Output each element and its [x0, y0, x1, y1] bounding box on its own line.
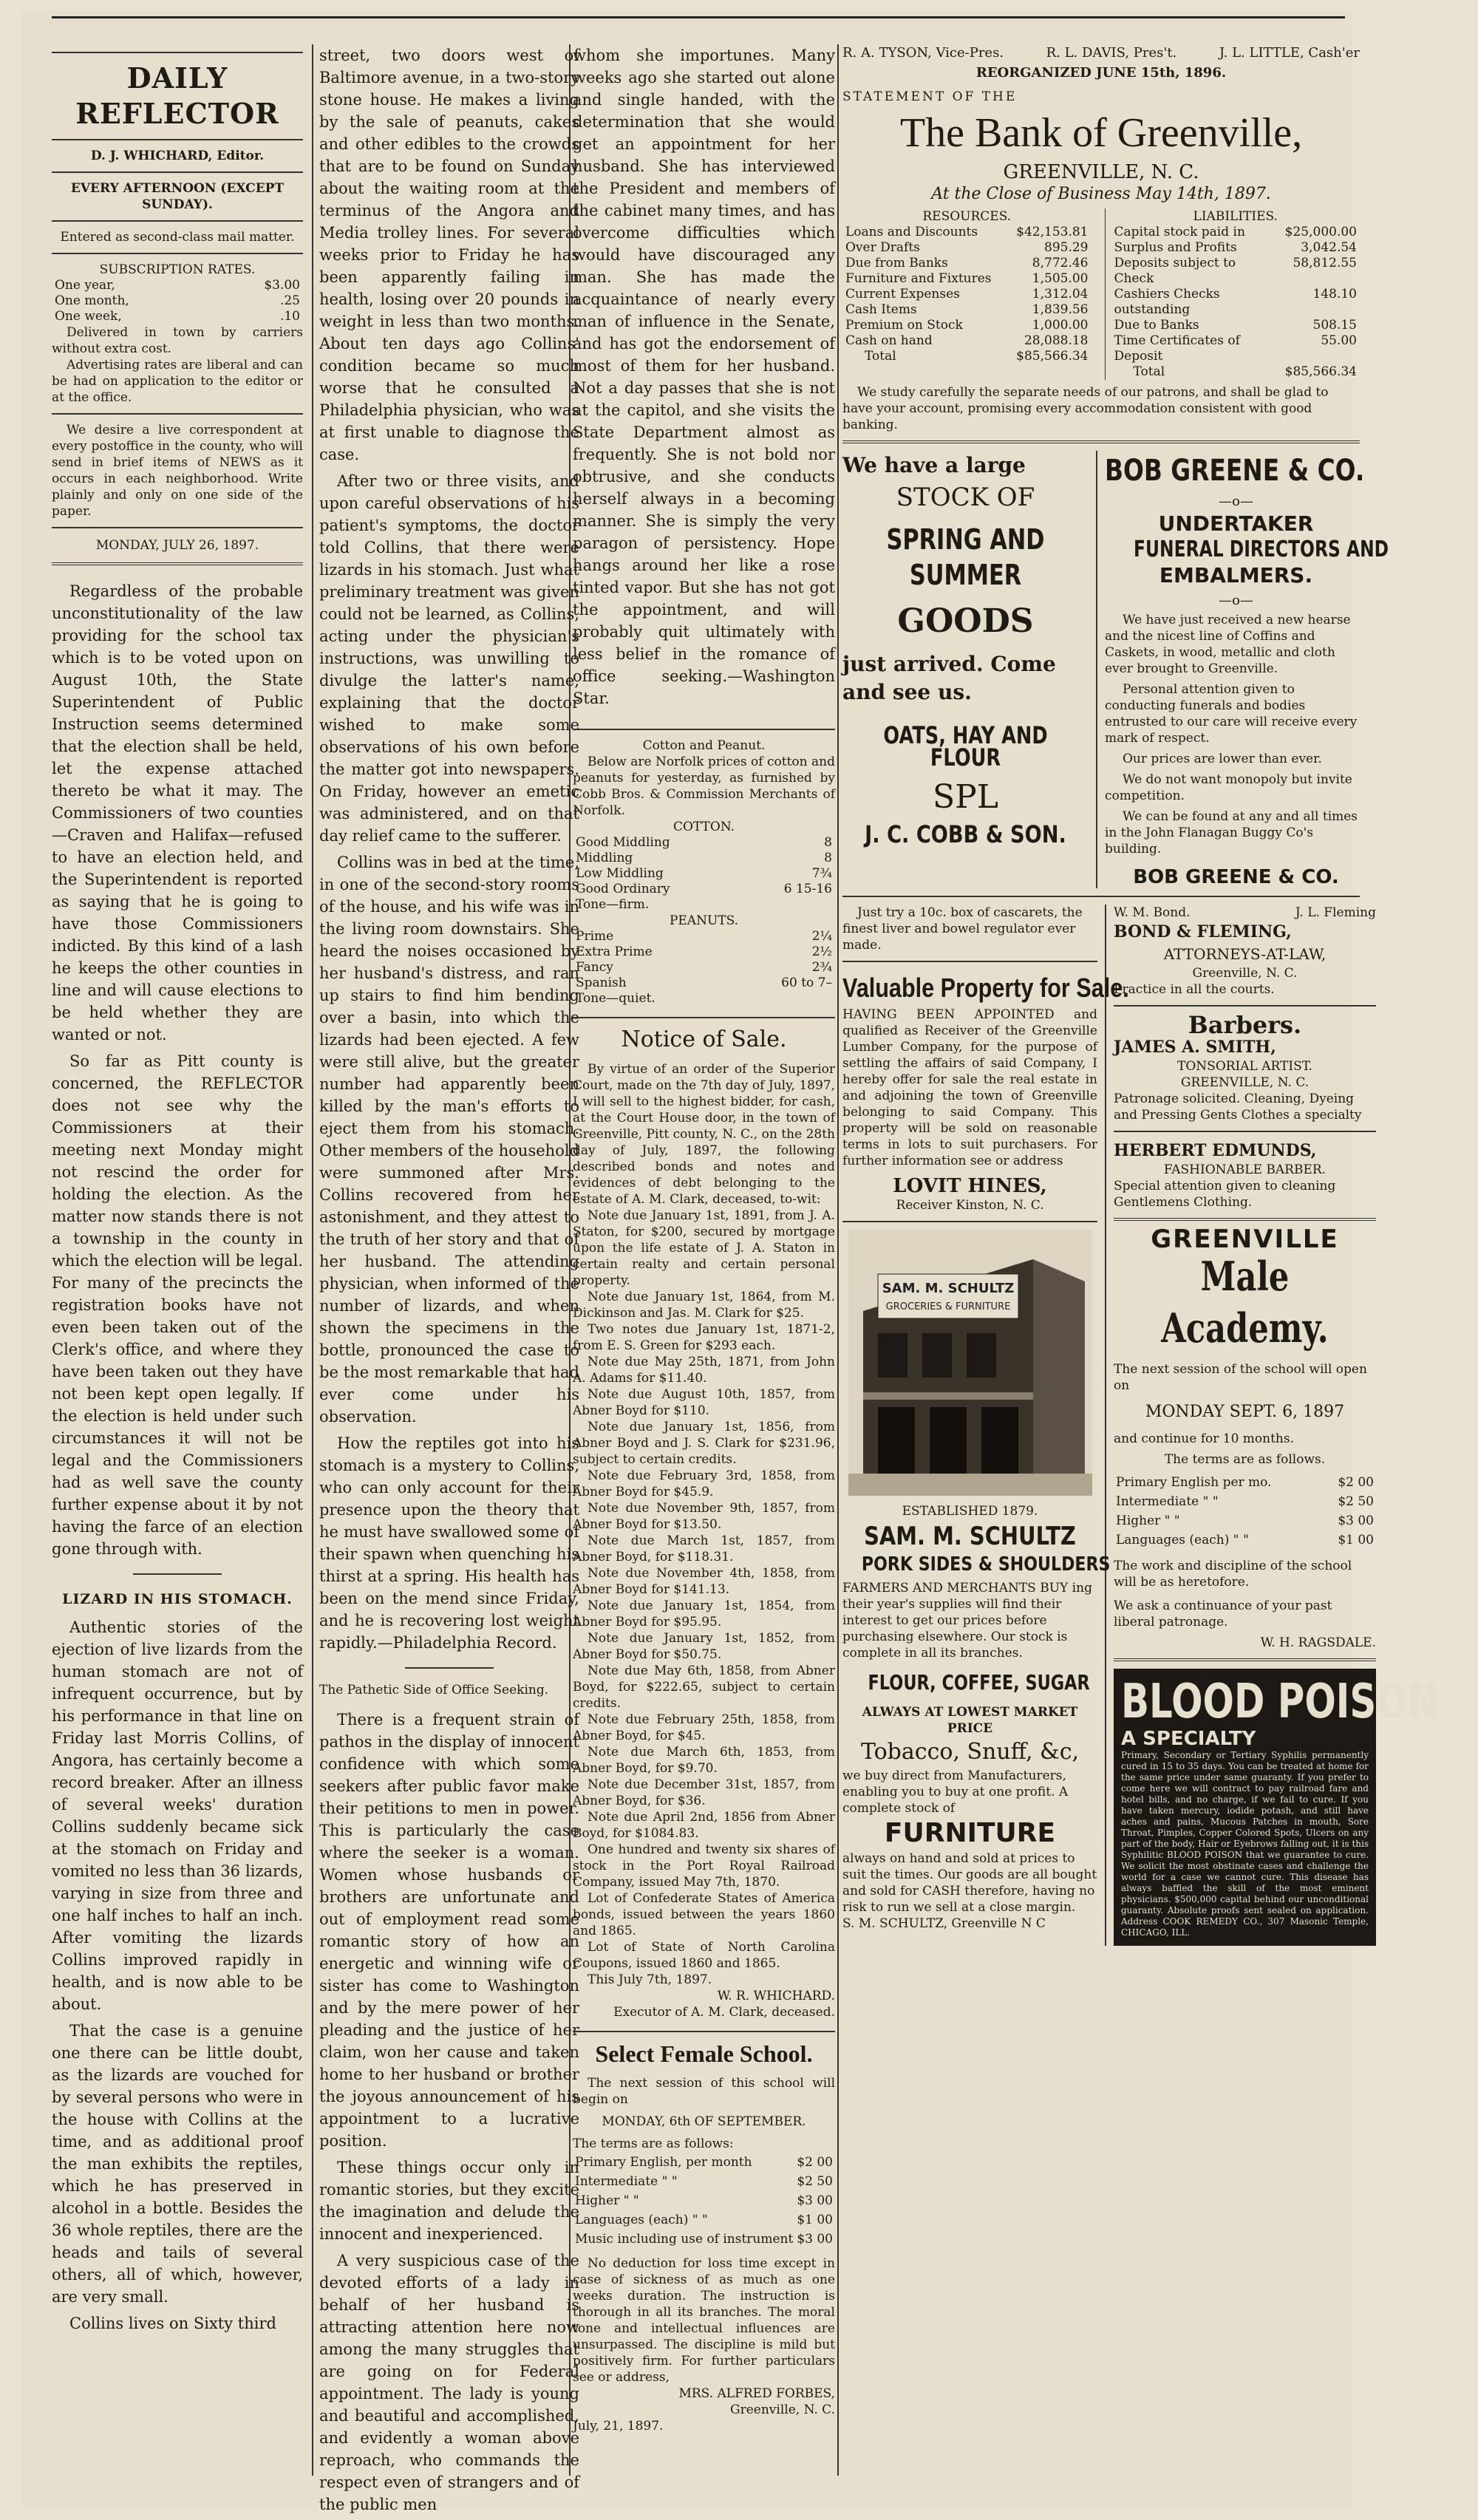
sale-signature: W. R. WHICHARD.	[717, 1989, 835, 2003]
pathetic-paragraph: A very suspicious case of the devoted efforts of a lady in behalf of her husband is attracting attention here now among the many struggles that are going on for Federal appointment. The lady is young and beautiful and accomplished, and evidently a woman above reproach, who commands the respect even of strangers and of the public men	[319, 2252, 579, 2513]
grade: Tone—firm.	[576, 897, 650, 912]
term-label: Higher " "	[575, 2193, 639, 2208]
smith-body: Patronage solicited. Cleaning, Dyeing and Pressing Gents Clothes a specialty	[1114, 1092, 1362, 1123]
divider	[52, 562, 303, 565]
advertising-note: Advertising rates are liberal and can be had on application to the editor or at the office.	[52, 358, 303, 405]
statement-row	[1111, 318, 1360, 333]
market-row	[573, 960, 835, 975]
academy-continue: and continue for 10 months.	[1114, 1431, 1295, 1446]
statement-row	[842, 271, 1092, 287]
statement-row	[1111, 225, 1360, 240]
term-row	[1115, 1493, 1375, 1511]
bank-close: At the Close of Business May 14th, 1897.	[931, 185, 1271, 203]
statement-value: 3,042.54	[1301, 240, 1357, 255]
divider	[573, 1017, 835, 1018]
term-row	[574, 2230, 834, 2248]
lizard-paragraph: Collins was in bed at the time, in one of the second-story rooms of the house, and his wife was in the living room downstairs. She heard the noises occasioned by her husband's distress, and ran up stairs to find him bending over a basin, into which the lizards had been ejected. A few were still alive, but the greater number had apparently been killed by the man's efforts to eject them from his stomach. Other members of the household were summoned after Mrs. Collins recovered from her astonishment, and they attest to the truth of her story and that of her husband. The attending physician, when informed of the number of lizards, and when shown the specimens in the bottle, pronounced the case to be the most remarkable that had ever come under his observation.	[319, 854, 579, 1426]
statement-label: Premium on Stock	[845, 318, 963, 333]
divider	[842, 440, 1360, 443]
rates-table	[52, 278, 303, 324]
statement-label: Cash on hand	[845, 333, 933, 348]
ornament-icon: —o—	[1219, 494, 1253, 509]
grade: Tone—quiet.	[576, 991, 655, 1006]
cotton-label: COTTON.	[672, 820, 735, 834]
lizard-paragraph: Authentic stories of the ejection of live lizards from the human stomach are not of infrequent occurrence, but by his performance in that line on Friday last Morris Collins, of Angora, has certainly become a record breaker. After an illness of several weeks' duration Collins suddenly became sick at the stomach on Friday and vomited no less than 36 lizards, varying in size from three and one half inches to half an inch. After vomiting the lizards Collins improved rapidly in health, and is now able to be about.	[52, 1618, 303, 2013]
law-firm: BOND & FLEMING,	[1114, 922, 1292, 941]
divider	[1114, 1218, 1376, 1221]
term-label: Higher " "	[1116, 1513, 1180, 1528]
lower-right-ads	[1106, 905, 1439, 1946]
column-2	[319, 44, 579, 2520]
sale-note: Note due February 3rd, 1858, from Abner Boyd for $45.9.	[573, 1468, 835, 1499]
schultz-body: FARMERS AND MERCHANTS BUY ing their year's supplies will find their interest to get our prices before purchasing elsewhere. Our stock is complete in all its branches.	[842, 1581, 1092, 1661]
property-body: HAVING BEEN APPOINTED and qualified as Receiver of the Greenville Lumber Company, for the purpose of settling the affairs of said Company, I hereby offer for sale the real estate in and adjoining the town of Greenville belonging to said Company. This property will be sold on reasonable terms in lots to suit purchasers. For further information see or address	[842, 1007, 1097, 1168]
divider	[52, 171, 303, 173]
greene-title: BOB GREENE & CO.	[1105, 454, 1365, 488]
statement-label: Due from Banks	[845, 256, 948, 270]
term-row	[574, 2211, 834, 2229]
market-row	[573, 882, 835, 897]
sale-note: Note due February 25th, 1858, from Abner Boyd, for $45.	[573, 1712, 835, 1743]
liabilities-label: LIABILITIES.	[1193, 209, 1278, 224]
cobb-line-7: SPL	[933, 778, 998, 816]
statement-label: Capital stock paid in	[1114, 225, 1245, 239]
cascarets-ad: Just try a 10c. box of cascarets, the finest liver and bowel regulator ever made.	[842, 905, 1083, 953]
bank-reorganized: REORGANIZED JUNE 15th, 1896.	[975, 65, 1227, 81]
cobb-line-4: GOODS	[897, 602, 1034, 640]
rate-row	[52, 278, 303, 293]
term-label: Languages (each) " "	[1116, 1533, 1249, 1547]
statement-label: Deposits subject to Check	[1114, 256, 1236, 286]
greene-sub-2: FUNERAL DIRECTORS AND	[1134, 537, 1389, 562]
term-price: $2 50	[797, 2174, 833, 2189]
property-signature: LOVIT HINES,	[893, 1175, 1047, 1197]
school-signature: MRS. ALFRED FORBES,	[678, 2386, 835, 2401]
price: 60 to 7–	[781, 975, 832, 990]
term-label: Primary English, per month	[575, 2155, 752, 2170]
sale-note: Lot of Confederate States of America bonds, issued between the years 1860 and 1865.	[573, 1891, 835, 1938]
market-row	[573, 975, 835, 991]
column-4	[842, 44, 1439, 1946]
sale-note: Note due November 4th, 1858, from Abner Boyd for $141.13.	[573, 1566, 835, 1597]
greene-signature: BOB GREENE & CO.	[1133, 866, 1339, 888]
pathetic-paragraph: whom she importunes. Many weeks ago she started out alone and single handed, with the determination that she would get an appointment for her husband. She has interviewed the President and members of the cabinet many times, and has overcome difficulties which would have discouraged any man. She has made the acquaintance of nearly every man of influence in the Senate, and has got the endorsement of most of them for her husband. Not a day passes that she is not at the capitol, and she visits the State Department almost as frequently. She is not bold nor obtrusive, and she conducts herself always in a becoming manner. She is simply the very paragon of persistency. Hope hangs around her like a rose tinted vapor. But she has not got the appointment, and will probably quit ultimately with less belief in the romance of office seeking.—Washington Star.	[573, 47, 835, 707]
sale-note: Note due May 25th, 1871, from John A. Adams for $11.40.	[573, 1355, 835, 1386]
blood-title: BLOOD POISON	[1121, 1675, 1439, 1729]
term-row	[574, 2153, 834, 2171]
price: 2½	[811, 944, 832, 959]
term-price: $3 00	[797, 2193, 833, 2208]
cobb-signature: J. C. COBB & SON.	[865, 820, 1066, 848]
blood-poison-ad	[1114, 1669, 1439, 1946]
statement-row	[1111, 333, 1360, 364]
greene-paragraph: We can be found at any and all times in the John Flanagan Buggy Co's building.	[1105, 809, 1358, 857]
property-title: Valuable Property for Sale.	[842, 973, 1129, 1003]
market-row	[573, 897, 835, 913]
pathetic-paragraph: These things occur only in romantic stories, but they excite the imagination and delude the innocent and inexperienced.	[319, 2159, 579, 2243]
bank-president: R. L. DAVIS, Pres't.	[1046, 45, 1177, 61]
divider	[52, 52, 303, 53]
market-row	[573, 851, 835, 866]
schultz-direct: we buy direct from Manufacturers, enabling you to buy at one profit. A complete stock of	[842, 1768, 1069, 1816]
term-row	[574, 2192, 834, 2210]
term-label: Primary English per mo.	[1116, 1475, 1272, 1490]
bank-ad	[842, 44, 1360, 433]
grade: Middling	[576, 851, 633, 865]
lizard-paragraph: Collins lives on Sixty third	[69, 2315, 276, 2332]
market-title: Cotton and Peanut.	[642, 738, 766, 753]
term-price: $3 00	[797, 2232, 833, 2247]
price	[743, 897, 835, 913]
ornament-icon: —o—	[1219, 593, 1253, 608]
sale-note: Note due March 1st, 1857, from Abner Boyd, for $118.31.	[573, 1533, 835, 1564]
resources-total-table	[842, 349, 1092, 364]
school-date-signed: July, 21, 1897.	[573, 2419, 664, 2434]
statement-row	[842, 333, 1092, 349]
term-price: $2 00	[1338, 1475, 1374, 1490]
academy-signature: W. H. RAGSDALE.	[1260, 1635, 1376, 1650]
masthead: DAILY REFLECTOR	[75, 61, 279, 130]
subscription-title: SUBSCRIPTION RATES.	[99, 262, 256, 277]
lizard-paragraph: After two or three visits, and upon careful observations of his patient's symptoms, the doctor told Collins, that there were lizards in his stomach. Just what preliminary treatment was given could not be learned, as Collins, acting under the physician's instructions, was unwilling to divulge the latter's name, explaining that the doctor wished to make some observations of his own before the matter got into newspapers. On Friday, however an emetic was administered, and on that day relief came to the sufferer.	[319, 472, 579, 845]
market-row	[573, 944, 835, 960]
law-partner-left: W. M. Bond.	[1114, 905, 1191, 920]
market-row	[573, 929, 835, 944]
bank-cashier: J. L. LITTLE, Cash'er	[1219, 45, 1360, 61]
school-place: Greenville, N. C.	[730, 2402, 835, 2417]
market-row	[573, 835, 835, 851]
sale-note: Note due May 6th, 1858, from Abner Boyd, for $222.65, subject to certain credits.	[573, 1663, 835, 1711]
academy-ask: We ask a continuance of your past liberal patronage.	[1114, 1598, 1332, 1630]
grade: Prime	[576, 929, 614, 944]
total-value: $85,566.34	[1016, 349, 1089, 364]
cotton-table	[573, 835, 835, 913]
peanut-table	[573, 929, 835, 1007]
statement-value: 1,839.56	[1032, 302, 1089, 317]
rate-row	[52, 293, 303, 309]
greene-paragraph: Personal attention given to conducting funerals and bodies entrusted to our care will receive every mark of respect.	[1105, 682, 1358, 746]
school-body: No deduction for loss time except in case of sickness of as much as one weeks duration. The instruction is thorough in all its branches. The moral tone and intellectual influences are unsurpassed. The discipline is mild but positively firm. For further particulars see or address,	[573, 2256, 835, 2385]
statement-row	[842, 287, 1092, 302]
smith-name: JAMES A. SMITH,	[1114, 1038, 1276, 1057]
statement-value: 28,088.18	[1024, 333, 1089, 348]
statement-value: 508.15	[1312, 318, 1357, 333]
divider	[1114, 1658, 1376, 1661]
greene-ad	[1097, 451, 1389, 888]
editor-line: D. J. WHICHARD, Editor.	[90, 149, 265, 163]
statement-value: 8,772.46	[1032, 256, 1089, 270]
schultz-flour: FLOUR, COFFEE, SUGAR	[868, 1670, 1090, 1695]
column-3	[573, 44, 835, 2434]
schultz-footer: always on hand and sold at prices to suit the times. Our goods are all bought and sold for CASH therefore, having no risk to run we sell at a close margin.	[842, 1851, 1097, 1915]
liabilities-total-table	[1111, 364, 1360, 380]
statement-row	[1111, 287, 1360, 318]
grade: Spanish	[576, 975, 627, 990]
sale-note: One hundred and twenty six shares of stock in the Port Royal Railroad Company, issued May 7th, 1870.	[573, 1842, 835, 1890]
bank-statement: STATEMENT OF THE	[842, 89, 1018, 104]
sale-note: This July 7th, 1897.	[588, 1972, 712, 1987]
statement-row	[842, 302, 1092, 318]
term-price: $3 00	[1338, 1513, 1374, 1528]
total-label: Total	[1133, 364, 1165, 379]
statement-value: 55.00	[1321, 333, 1357, 348]
statement-value: 895.29	[1044, 240, 1089, 255]
notes-list	[573, 1208, 835, 1988]
pathetic-paragraph: There is a frequent strain of pathos in the display of innocent confidence with which some seekers after public favor make their petitions to men in power. This is particularly the case where the seeker is a woman. Women whose husbands or brothers are unfortunate and out of employment read some romantic story of how an energetic and winning wife or sister has come to Washington and by the mere power of her pleading and the justice of her claim, won her cause and taken home to her husband or brother the joyous announcement of his appointment to a lucrative position.	[319, 1711, 579, 2150]
statement-row	[1111, 256, 1360, 287]
market-intro: Below are Norfolk prices of cotton and peanuts for yesterday, as furnished by Cobb Bros. & Commission Merchants of Norfolk.	[573, 755, 835, 818]
law-practice: Practice in all the courts.	[1114, 982, 1275, 997]
term-row	[574, 2173, 834, 2190]
cobb-line-3: SPRING AND SUMMER	[886, 523, 1045, 591]
resources-label: RESOURCES.	[922, 209, 1012, 224]
liabilities-table	[1111, 225, 1360, 364]
statement-value: 1,000.00	[1032, 318, 1089, 333]
school-terms-title: The terms are as follows:	[573, 2136, 734, 2151]
lizard-paragraph: That the case is a genuine one there can be little doubt, as the lizards are vouched for by several persons who were in the house with Collins at the time, and as additional proof the man exhibits the reptiles, which he has preserved in alcohol in a bottle. Besides the 36 whole reptiles, there are the heads and tails of several others, all of which, however, are very small.	[52, 2022, 303, 2306]
bank-place: GREENVILLE, N. C.	[1003, 161, 1199, 183]
statement-label: Current Expenses	[845, 287, 960, 302]
academy-terms	[1114, 1472, 1376, 1550]
statement-row	[842, 240, 1092, 256]
term-price: $2 50	[1338, 1494, 1374, 1509]
law-partner-right: J. L. Fleming	[1295, 905, 1376, 920]
divider	[842, 1221, 1097, 1222]
term-price: $2 00	[797, 2155, 833, 2170]
price	[730, 991, 835, 1007]
schultz-furniture: FURNITURE	[884, 1818, 1056, 1848]
sale-note: Two notes due January 1st, 1871-2, from E. S. Green for $293 each.	[573, 1322, 835, 1353]
sale-note: Note due December 31st, 1857, from Abner Boyd, for $36.	[573, 1777, 835, 1808]
divider	[573, 729, 835, 730]
mail-notice: Entered as second-class mail matter.	[60, 230, 295, 245]
cobb-line-1: We have a large	[842, 453, 1026, 477]
bank-vp: R. A. TYSON, Vice-Pres.	[842, 45, 1004, 61]
total-label: Total	[865, 349, 896, 364]
price: 6 15-16	[783, 882, 832, 896]
grade: Fancy	[576, 960, 613, 975]
statement-value: 148.10	[1312, 287, 1357, 302]
rate-price: .25	[279, 293, 300, 308]
lizard-paragraph: street, two doors west of Baltimore avenue, in a two-story stone house. He makes a living by the sale of peanuts, cakes and other edibles to the crowds that are to be found on Sunday about the waiting room at the terminus of the Angora and Media trolley lines. For several weeks prior to Friday he has been apparently failing in health, losing over 20 pounds in weight in less than two months. About ten days ago Collins' condition became so much worse that he consulted a Philadelphia physician, who was at first unable to diagnose the case.	[319, 47, 579, 463]
sale-executor: Executor of A. M. Clark, deceased.	[613, 2005, 835, 2020]
store-illustration	[848, 1230, 1092, 1496]
rate-row	[52, 309, 303, 324]
smith-place: GREENVILLE, N. C.	[1180, 1075, 1310, 1090]
academy-line-1: GREENVILLE	[1151, 1225, 1339, 1254]
statement-label: Time Certificates of Deposit	[1114, 333, 1240, 364]
total-row	[1111, 364, 1360, 380]
divider	[52, 253, 303, 254]
market-row	[573, 866, 835, 882]
statement-row	[842, 318, 1092, 333]
schultz-always: ALWAYS AT LOWEST MARKET PRICE	[862, 1705, 1078, 1736]
sale-note: Note due January 1st, 1864, from M. Dickinson and Jas. M. Clark for $25.	[573, 1290, 835, 1321]
sale-note: Note due January 1st, 1891, from J. A. Staton, for $200, secured by mortgage upon the life estate of J. A. Staton in certain realty and certain personal property.	[573, 1208, 835, 1288]
column-rule	[837, 44, 839, 2476]
statement-label: Cash Items	[845, 302, 917, 317]
grade: Low Middling	[576, 866, 664, 881]
lizard-headline: LIZARD IN HIS STOMACH.	[62, 1591, 293, 1607]
pathetic-headline: The Pathetic Side of Office Seeking.	[319, 1683, 549, 1697]
sale-note: Note due January 1st, 1856, from Abner Boyd and J. S. Clark for $231.96, subject to certain credits.	[573, 1420, 835, 1467]
term-label: Intermediate " "	[575, 2174, 678, 2189]
cobb-line-2: STOCK OF	[896, 483, 1035, 512]
store-sign-name: SAM. M. SCHULTZ	[882, 1281, 1014, 1296]
property-place: Receiver Kinston, N. C.	[896, 1198, 1044, 1213]
statement-label: Furniture and Fixtures	[845, 271, 992, 286]
bank-footer: We study carefully the separate needs of our patrons, and shall be glad to have your account, promising every accommodation consistent with good banking.	[842, 385, 1329, 432]
term-price: $1 00	[797, 2213, 833, 2227]
sale-note: Note due August 10th, 1857, from Abner Boyd for $110.	[573, 1387, 835, 1418]
statement-value: $42,153.81	[1016, 225, 1089, 239]
issue-date: MONDAY, JULY 26, 1897.	[95, 538, 259, 553]
term-row	[1115, 1531, 1375, 1549]
cobb-ad	[842, 451, 1097, 888]
total-value: $85,566.34	[1284, 364, 1357, 379]
rate-label: One month,	[55, 293, 129, 308]
divider	[1114, 1131, 1376, 1132]
editorial-paragraph: Regardless of the probable unconstitutionality of the law providing for the school tax which is to be voted upon on August 10th, the State Superintendent of Public Instruction seems determined that the election shall be held, let the expense attached thereto be what it may. The Commissioners of two counties—Craven and Halifax—refused to have an election held, and the Superintendent is reported as saying that he is going to have those Commissioners indicted. By this kind of a lash he keeps the other counties in line and will cause elections to be held whether they are wanted or not.	[52, 582, 303, 1043]
law-place: Greenville, N. C.	[1192, 966, 1298, 981]
rate-label: One week,	[55, 309, 122, 324]
market-row	[573, 991, 835, 1007]
smith-title: TONSORIAL ARTIST.	[1177, 1059, 1312, 1074]
edmunds-title: FASHIONABLE BARBER.	[1163, 1162, 1327, 1177]
total-row	[842, 349, 1092, 364]
academy-date: MONDAY SEPT. 6, 1897	[1145, 1403, 1345, 1421]
term-row	[1115, 1512, 1375, 1530]
schedule-line: EVERY AFTERNOON (EXCEPT SUNDAY).	[70, 181, 285, 212]
schultz-name: SAM. M. SCHULTZ	[864, 1522, 1076, 1551]
statement-row	[1111, 240, 1360, 256]
divider	[52, 413, 303, 415]
column-rule	[312, 44, 313, 2476]
sale-note: Note due January 1st, 1854, from Abner Boyd for $95.95.	[573, 1598, 835, 1630]
statement-label: Due to Banks	[1114, 318, 1199, 333]
grade: Extra Prime	[576, 944, 653, 959]
editorial-paragraph: So far as Pitt county is concerned, the REFLECTOR does not see why the Commissioners at their meeting next Monday might not rescind the order for holding the election. As the matter now stands there is not a township in the county in which the election will be legal. For many of the precincts the registration books have not even been taken out of the Clerk's office, and where they have been taken out they have not been kept open legally. If the election is held under such circumstances it will not be legal and the Commissioners had as well save the county further expense about it by not having the farce of an election gone through with.	[52, 1052, 303, 1558]
sale-note: Note due March 6th, 1853, from Abner Boyd, for $9.70.	[573, 1745, 835, 1776]
lizard-paragraph: How the reptiles got into his stomach is a mystery to Collins, who can only account for their presence upon the theory that he must have swallowed some of their spawn when quenching his thirst at a spring. His health has been on the mend since Friday, and he is recovering lost weight rapidly.—Philadelphia Record.	[319, 1434, 579, 1652]
blood-special: A SPECIALTY	[1121, 1728, 1256, 1750]
sale-title: Notice of Sale.	[621, 1026, 787, 1052]
divider	[52, 527, 303, 528]
statement-label: Cashiers Checks outstanding	[1114, 287, 1220, 317]
divider	[1114, 1005, 1376, 1007]
bank-name: The Bank of Greenville,	[899, 110, 1303, 156]
grade: Good Ordinary	[576, 882, 670, 896]
academy-line-2: Male Academy.	[1161, 1253, 1329, 1352]
cobb-line-6: OATS, HAY AND FLOUR	[883, 721, 1048, 772]
delivery-note: Delivered in town by carriers without extra cost.	[52, 325, 303, 356]
peanut-label: PEANUTS.	[669, 913, 739, 928]
cobb-line-5: just arrived. Come and see us.	[842, 652, 1056, 704]
school-date: MONDAY, 6th OF SEPTEMBER.	[602, 2114, 806, 2129]
term-price: $1 00	[1338, 1533, 1374, 1547]
rate-label: One year,	[55, 278, 115, 293]
column-1	[52, 44, 303, 2339]
price: 2¾	[811, 960, 832, 975]
store-sign-sub: GROCERIES & FURNITURE	[885, 1301, 1010, 1312]
school-intro: The next session of this school will begin on	[573, 2076, 835, 2107]
rate-price: $3.00	[264, 278, 300, 293]
divider	[405, 1667, 494, 1669]
rate-price: .10	[279, 309, 300, 324]
price: 2¼	[811, 929, 832, 944]
term-label: Intermediate " "	[1116, 1494, 1219, 1509]
statement-value: 1,505.00	[1032, 271, 1089, 286]
statement-row	[842, 225, 1092, 240]
blood-body: Primary, Secondary or Tertiary Syphilis permanently cured in 15 to 35 days. You can be treated at home for the same price under same guaranty. If you prefer to come here we will contract to pay railroad fare and hotel bills, and no charge, if we fail to cure. If you have taken mercury, iodide potash, and still have aches and pains, Mucous Patches in mouth, Sore Throat, Pimples, Copper Colored Spots, Ulcers on any part of the body, Hair or Eyebrows falling out, it is this Syphilitic BLOOD POISON that we guarantee to cure. We solicit the most obstinate cases and challenge the world for a case we cannot cure. This disease has always baffled the skill of the most eminent physicians. $500,000 capital behind our unconditional guaranty. Absolute proofs sent sealed on application. Address COOK REMEDY CO., 307 Masonic Temple, CHICAGO, ILL.	[1121, 1750, 1369, 1938]
greene-paragraph: We have just received a new hearse and the nicest line of Coffins and Caskets, in wood, metallic and cloth ever brought to Greenville.	[1105, 613, 1351, 676]
term-label: Music including use of instrument	[575, 2232, 794, 2247]
schultz-tobacco: Tobacco, Snuff, &c,	[860, 1739, 1080, 1765]
statement-row	[842, 256, 1092, 271]
sale-intro: By virtue of an order of the Superior Court, made on the 7th day of July, 1897, I will sell to the highest bidder, for cash, at the Court House door, in the town of Greenville, Pitt county, N. C., on the 28th day of July, 1897, the following described bonds and notes and evidences of debt belonging to the estate of A. M. Clark, deceased, to-wit:	[573, 1062, 835, 1207]
divider	[842, 896, 1360, 897]
divider	[842, 961, 1097, 962]
resources-table	[842, 225, 1092, 349]
sale-note: Note due November 9th, 1857, from Abner Boyd for $13.50.	[573, 1501, 835, 1532]
statement-value: 58,812.55	[1293, 256, 1357, 270]
term-label: Languages (each) " "	[575, 2213, 708, 2227]
school-title: Select Female School.	[595, 2040, 813, 2067]
statement-label: Over Drafts	[845, 240, 920, 255]
statement-value: $25,000.00	[1284, 225, 1357, 239]
top-rule	[52, 16, 1345, 18]
lower-left-ads	[842, 905, 1129, 1946]
divider	[573, 2031, 835, 2032]
divider	[133, 1573, 222, 1575]
grade: Good Middling	[576, 835, 670, 850]
barbers-heading: Barbers.	[1188, 1011, 1302, 1039]
divider	[52, 220, 303, 222]
greene-sub-1: UNDERTAKER	[1158, 511, 1314, 536]
schultz-pork: PORK SIDES & SHOULDERS	[861, 1553, 1111, 1576]
academy-terms-title: The terms are as follows.	[1164, 1452, 1326, 1467]
sale-note: Note due January 1st, 1852, from Abner Boyd for $50.75.	[573, 1631, 835, 1662]
greene-paragraph: Our prices are lower than ever.	[1123, 752, 1322, 766]
greene-sub-3: EMBALMERS.	[1159, 563, 1313, 588]
law-title: ATTORNEYS-AT-LAW,	[1163, 945, 1327, 963]
divider	[52, 139, 303, 140]
price: 7¾	[811, 866, 832, 881]
established: ESTABLISHED 1879.	[902, 1504, 1038, 1519]
statement-label: Surplus and Profits	[1114, 240, 1237, 255]
sale-note: Lot of State of North Carolina Coupons, issued 1860 and 1865.	[573, 1940, 835, 1971]
price: 8	[824, 835, 832, 850]
edmunds-name: HERBERT EDMUNDS,	[1114, 1141, 1317, 1160]
statement-label: Loans and Discounts	[845, 225, 978, 239]
sale-note: Note due April 2nd, 1856 from Abner Boyd, for $1084.83.	[573, 1810, 835, 1841]
schultz-signature: S. M. SCHULTZ, Greenville N C	[842, 1916, 1046, 1931]
edmunds-body: Special attention given to cleaning Gentlemens Clothing.	[1114, 1179, 1336, 1210]
academy-work: The work and discipline of the school will be as heretofore.	[1114, 1559, 1352, 1590]
greene-paragraph: We do not want monopoly but invite competition.	[1105, 772, 1352, 803]
term-row	[1115, 1474, 1375, 1491]
price: 8	[824, 851, 832, 865]
correspondent-note: We desire a live correspondent at every postoffice in the county, who will send in brief items of NEWS as it occurs in each neighborhood. Write plainly and only on one side of the paper.	[52, 423, 303, 519]
academy-intro: The next session of the school will open on	[1114, 1362, 1367, 1393]
school-terms	[573, 2152, 835, 2250]
statement-value: 1,312.04	[1032, 287, 1089, 302]
